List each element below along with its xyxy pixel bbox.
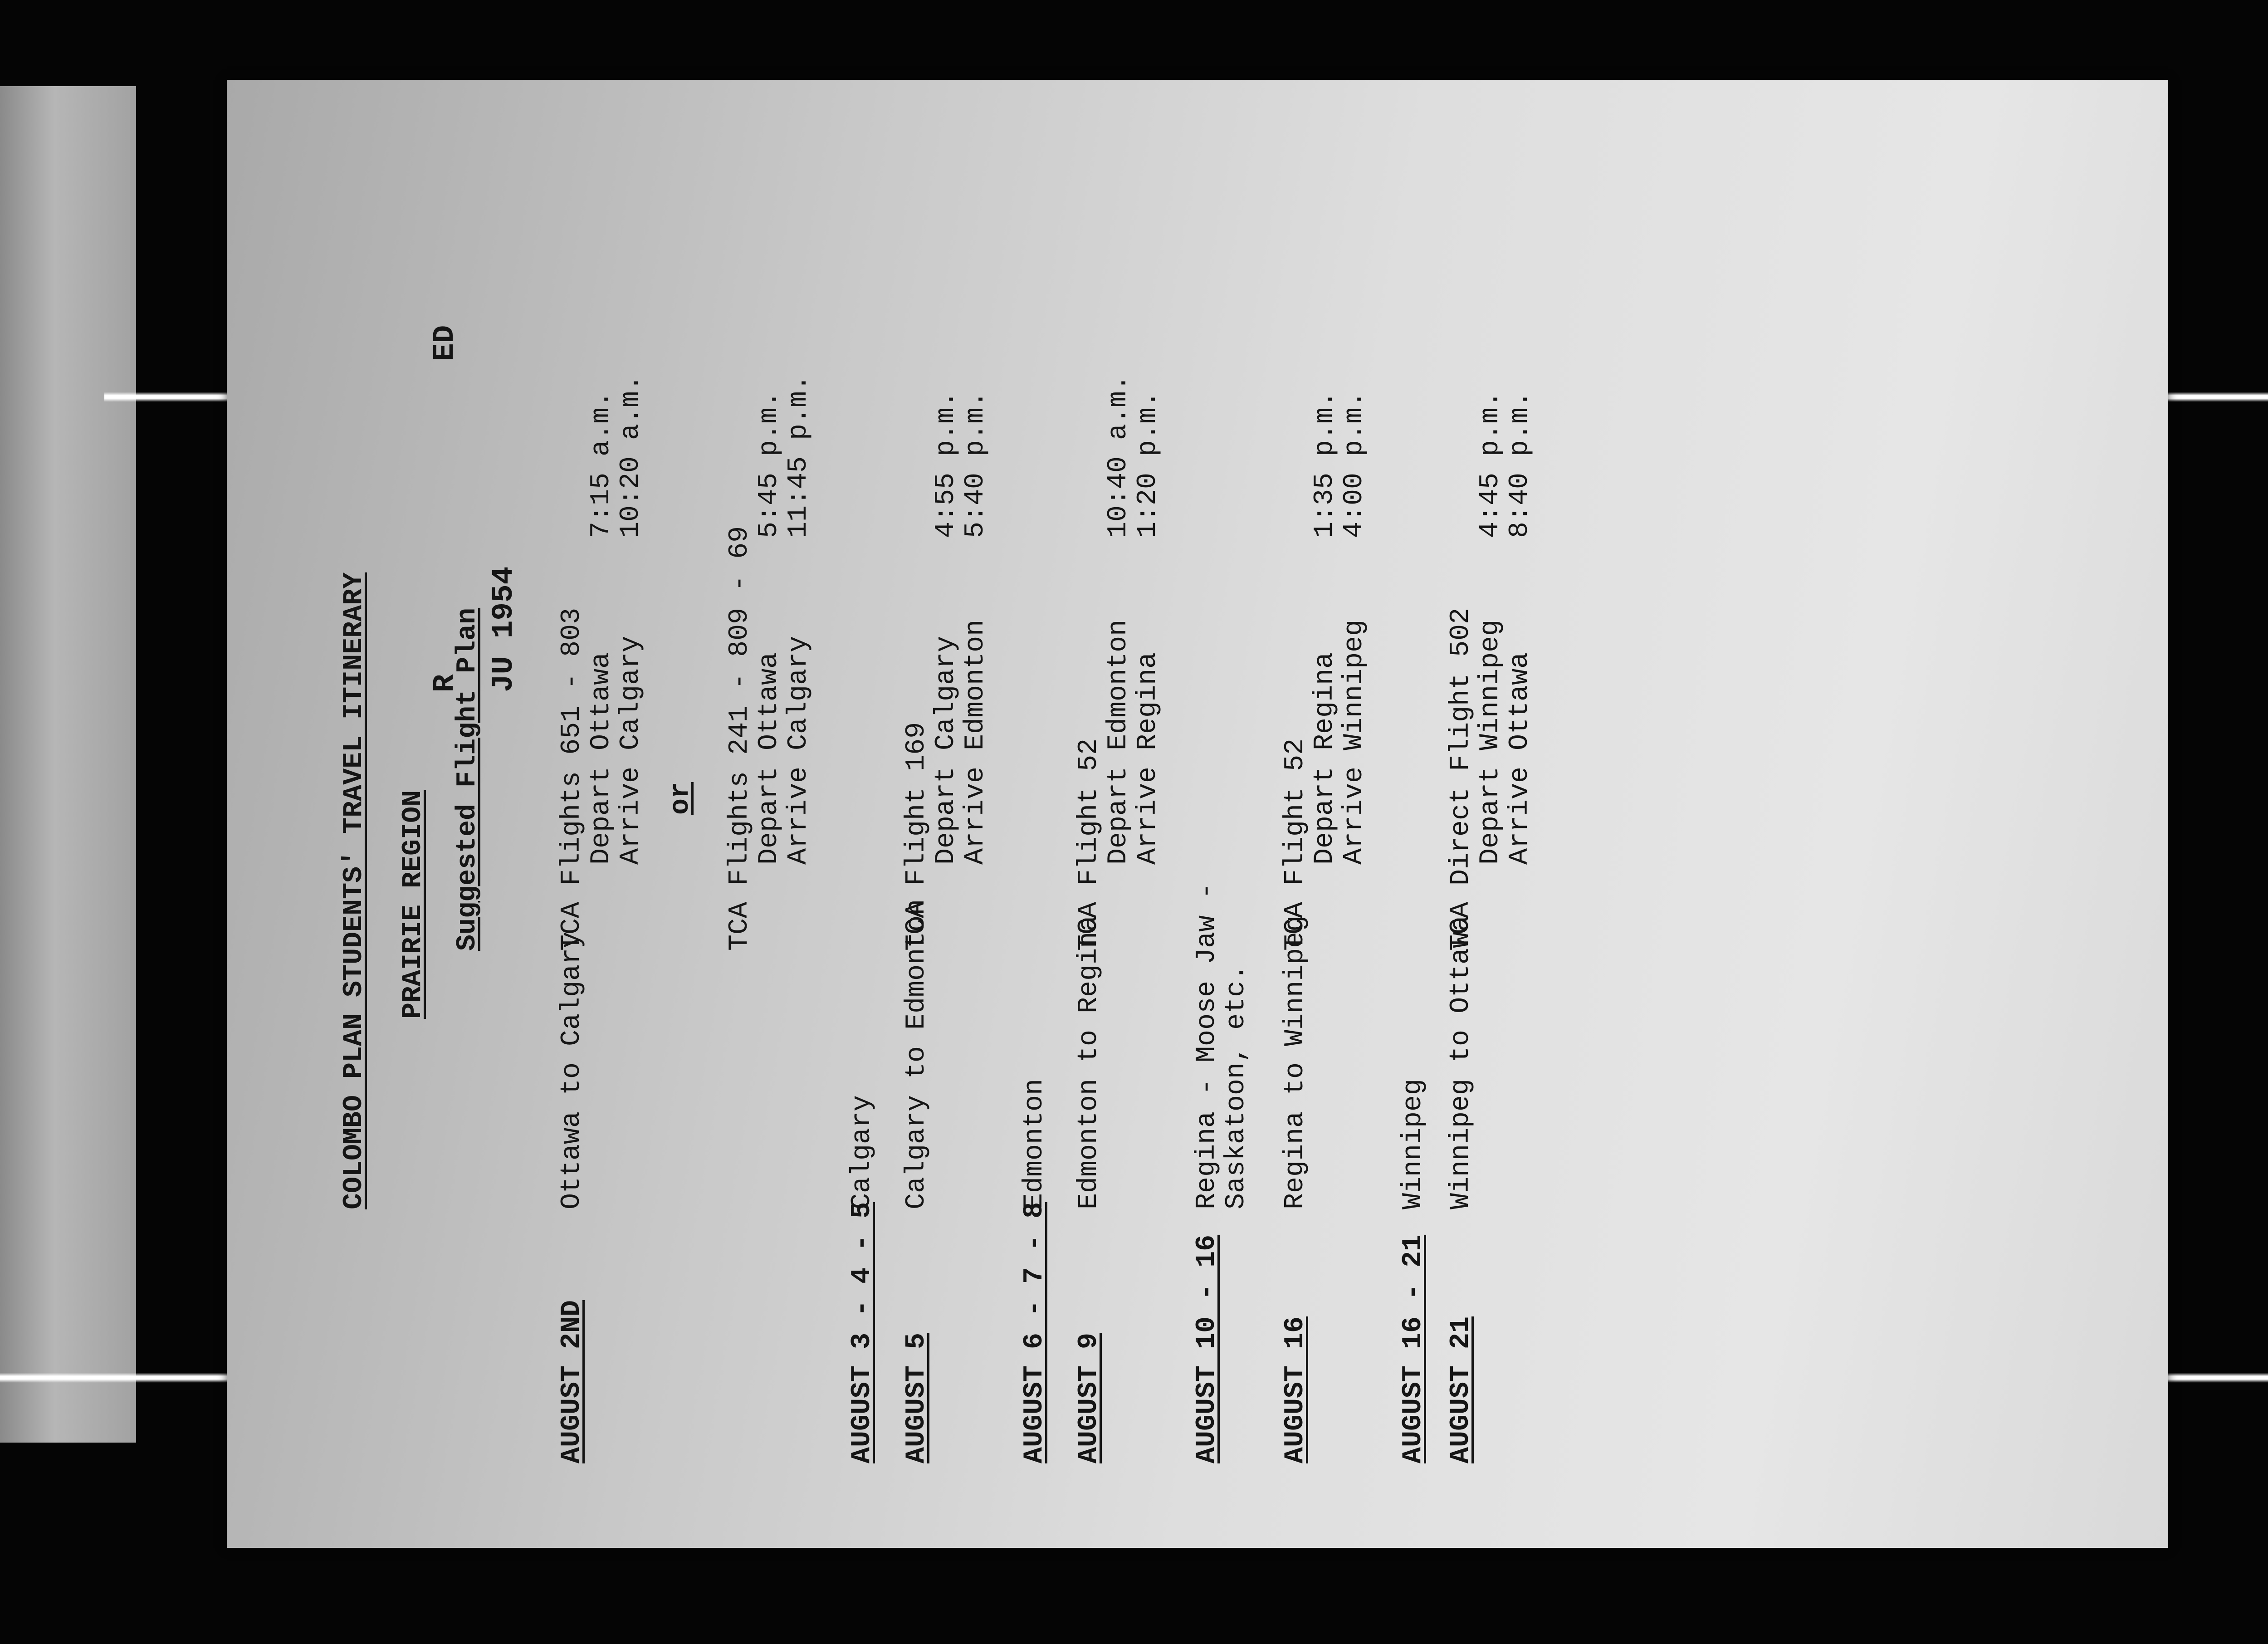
itinerary-date: AUGUST 10 - 16 — [1192, 1234, 1222, 1463]
arrive-time: 10:20 a.m. — [616, 374, 646, 538]
arrive-city: Arrive Winnipeg — [1339, 619, 1370, 865]
alt-arrive-time: 11:45 p.m. — [783, 374, 814, 538]
depart-city: Depart Winnipeg — [1475, 619, 1506, 865]
itinerary-activity: Calgary — [847, 1095, 878, 1209]
flight-number: TCA Direct Flight 502 — [1446, 607, 1476, 951]
depart-city: Depart Calgary — [931, 636, 962, 865]
received-stamp-date: JU 1954 — [487, 566, 521, 692]
arrive-city: Arrive Calgary — [616, 636, 646, 865]
depart-time: 10:40 a.m. — [1103, 374, 1134, 538]
adjacent-page-edge — [0, 86, 136, 1443]
arrive-city: Arrive Edmonton — [960, 619, 991, 865]
depart-time: 4:55 p.m. — [931, 391, 962, 538]
depart-time: 1:35 p.m. — [1310, 391, 1340, 538]
itinerary-activity: Ottawa to Calgary — [557, 931, 587, 1209]
film-scratch — [0, 1373, 236, 1383]
itinerary-activity: Edmonton — [1019, 1078, 1050, 1209]
depart-city: Depart Regina — [1310, 652, 1340, 865]
received-stamp-mark: ED — [428, 325, 462, 361]
itinerary-date: AUGUST 2ND — [557, 1300, 587, 1463]
itinerary-activity-line2: Saskatoon, etc. — [1221, 964, 1252, 1209]
itinerary-activity: Regina to Winnipeg — [1280, 915, 1311, 1209]
arrive-time: 4:00 p.m. — [1339, 391, 1370, 538]
alt-depart-time: 5:45 p.m. — [754, 391, 785, 538]
itinerary-date: AUGUST 3 - 4 - 5 — [847, 1202, 878, 1463]
received-stamp-letter: R — [428, 674, 462, 692]
itinerary-date: AUGUST 5 — [901, 1332, 932, 1463]
itinerary-activity: Edmonton to Regina — [1074, 915, 1105, 1209]
itinerary-activity: Calgary to Edmonton — [901, 899, 932, 1209]
depart-time: 4:45 p.m. — [1475, 391, 1506, 538]
itinerary-date: AUGUST 21 — [1446, 1316, 1476, 1463]
itinerary-activity: Regina - Moose Jaw - — [1192, 882, 1222, 1209]
alt-arrive-city: Arrive Calgary — [783, 636, 814, 865]
region-heading: PRAIRIE REGION — [398, 790, 429, 1019]
flight-plan-heading: Suggested Flight Plan — [452, 607, 483, 951]
flight-number: TCA Flight 169 — [901, 722, 932, 951]
alt-flight-number: TCA Flights 241 - 809 - 69 — [724, 526, 755, 951]
alternative-label: or — [665, 782, 696, 815]
arrive-city: Arrive Ottawa — [1505, 652, 1535, 865]
document-page — [227, 80, 2168, 1548]
arrive-time: 5:40 p.m. — [960, 391, 991, 538]
depart-time: 7:15 a.m. — [586, 391, 617, 538]
flight-number: TCA Flight 52 — [1280, 738, 1311, 951]
depart-city: Depart Ottawa — [586, 652, 617, 865]
itinerary-date: AUGUST 6 - 7 - 8 — [1019, 1202, 1050, 1463]
itinerary-date: AUGUST 16 — [1280, 1316, 1311, 1463]
itinerary-activity: Winnipeg — [1398, 1078, 1429, 1209]
depart-city: Depart Edmonton — [1103, 619, 1134, 865]
itinerary-date: AUGUST 9 — [1074, 1332, 1105, 1463]
flight-number: TCA Flight 52 — [1074, 738, 1105, 951]
itinerary-activity: Winnipeg to Ottawa — [1446, 915, 1476, 1209]
alt-depart-city: Depart Ottawa — [754, 652, 785, 865]
arrive-time: 8:40 p.m. — [1505, 391, 1535, 538]
arrive-time: 1:20 p.m. — [1133, 391, 1163, 538]
flight-number: TCA Flights 651 - 803 — [557, 607, 587, 951]
document-title: COLOMBO PLAN STUDENTS' TRAVEL ITINERARY — [339, 572, 370, 1209]
itinerary-document — [340, 193, 1973, 1463]
film-scratch — [2159, 392, 2268, 402]
arrive-city: Arrive Regina — [1133, 652, 1163, 865]
itinerary-date: AUGUST 16 - 21 — [1398, 1234, 1429, 1463]
